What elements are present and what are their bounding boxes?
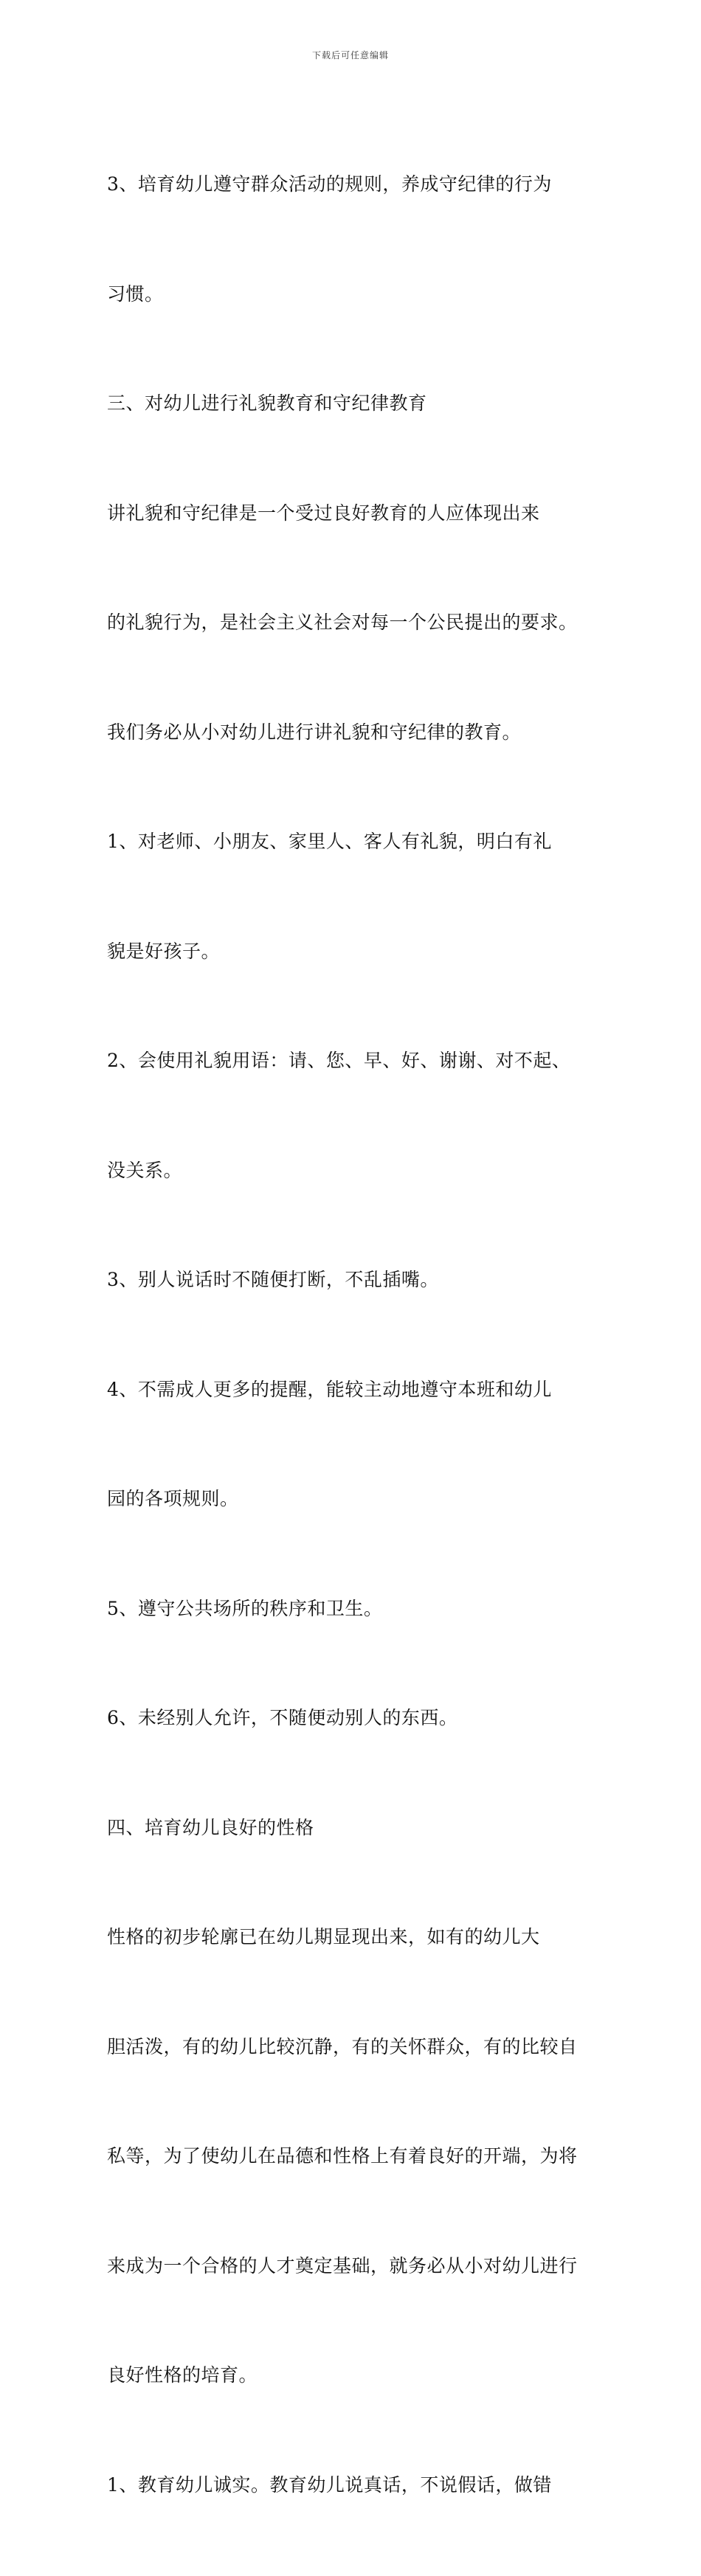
text-line: 来成为一个合格的人才奠定基础，就务必从小对幼儿进行 [107,2254,578,2276]
text-line: 胆活泼，有的幼儿比较沉静，有的关怀群众，有的比较自 [107,2035,578,2057]
text-line: 1、教育幼儿诚实。教育幼儿说真话，不说假话，做错 [107,2473,552,2496]
text-line: 性格的初步轮廓已在幼儿期显现出来，如有的幼儿大 [107,1926,540,1947]
text-line: 习惯。 [107,283,164,305]
text-line: 园的各项规则。 [107,1488,239,1509]
text-line: 3、别人说话时不随便打断，不乱插嘴。 [107,1269,439,1290]
text-line: 的礼貌行为，是社会主义社会对每一个公民提出的要求。 [107,612,578,633]
text-line: 貌是好孩子。 [107,940,221,962]
text-line: 没关系。 [107,1159,183,1181]
text-line: 2、会使用礼貌用语：请、您、早、好、谢谢、对不起、 [107,1050,571,1071]
text-line: 良好性格的培育。 [107,2364,258,2386]
text-line: 6、未经别人允许，不随便动别人的东西。 [107,1707,458,1728]
text-line: 我们务必从小对幼儿进行讲礼貌和守纪律的教育。 [107,721,522,743]
text-line: 4、不需成人更多的提醒，能较主动地遵守本班和幼儿 [107,1378,552,1400]
text-line: 5、遵守公共场所的秩序和卫生。 [107,1597,383,1619]
text-line: 3、培育幼儿遵守群众活动的规则，养成守纪律的行为 [107,173,552,195]
section-heading: 四、培育幼儿良好的性格 [107,1816,314,1838]
text-line: 1、对老师、小朋友、家里人、客人有礼貌，明白有礼 [107,831,552,852]
text-line: 私等，为了使幼儿在品德和性格上有着良好的开端，为将 [107,2145,578,2167]
text-block [107,93,598,2576]
page-header-note: 下载后可任意编辑 [311,50,389,60]
text-line: 讲礼貌和守纪律是一个受过良好教育的人应体现出来 [107,502,540,524]
document-body [107,93,598,2576]
section-heading: 三、对幼儿进行礼貌教育和守纪律教育 [107,392,427,414]
